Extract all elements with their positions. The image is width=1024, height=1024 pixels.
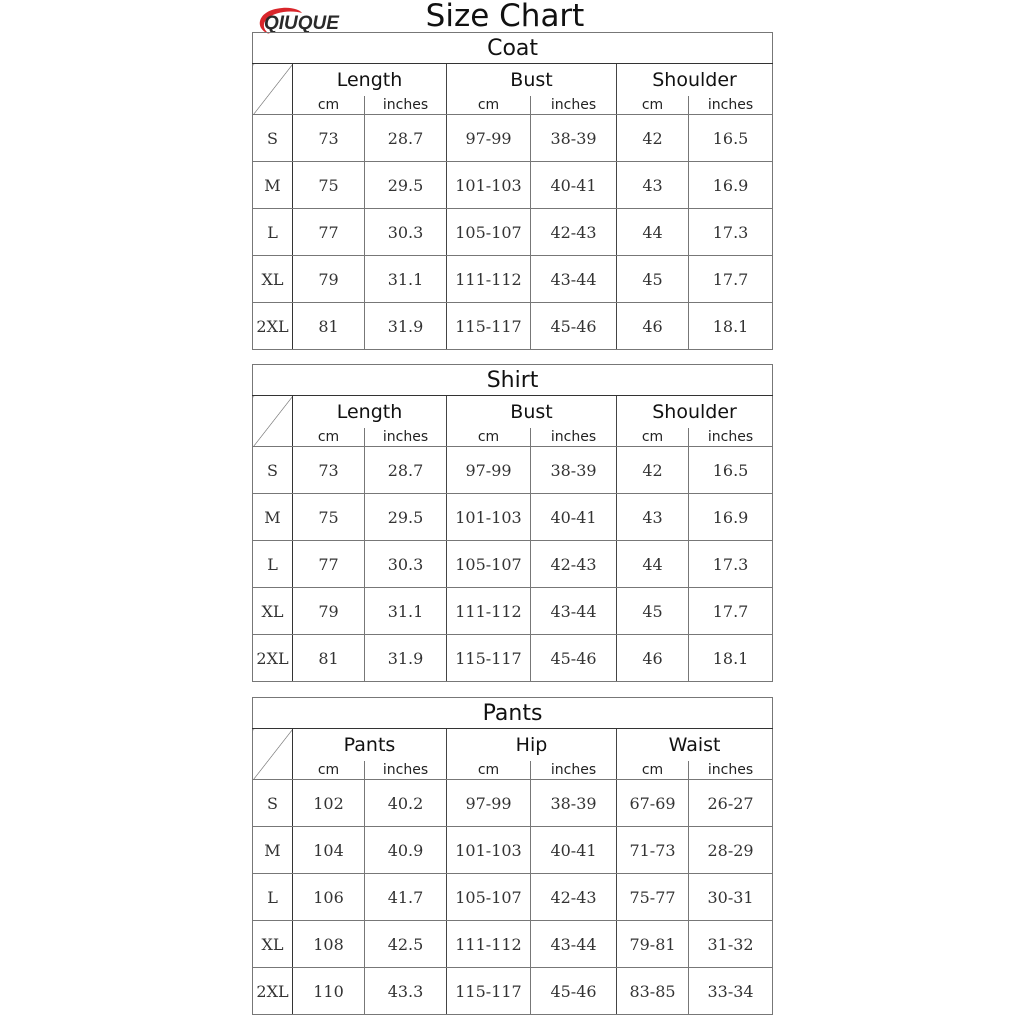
group-header: Bust	[447, 64, 617, 97]
table-cell: 45-46	[531, 303, 617, 350]
table-cell: 28.7	[365, 115, 447, 162]
unit-header: cm	[293, 96, 365, 115]
table-cell: 75	[293, 162, 365, 209]
table-cell: 17.7	[689, 588, 773, 635]
table-cell: 115-117	[447, 303, 531, 350]
unit-header: inches	[365, 761, 447, 780]
table-cell: 42.5	[365, 921, 447, 968]
group-header: Hip	[447, 729, 617, 762]
group-header: Length	[293, 396, 447, 429]
table-cell: 81	[293, 635, 365, 682]
table-cell: 67-69	[617, 780, 689, 827]
table-cell: 38-39	[531, 447, 617, 494]
table-row	[253, 541, 773, 588]
table-cell: 30.3	[365, 541, 447, 588]
diagonal-header-cell	[253, 396, 293, 447]
table-cell: 42	[617, 447, 689, 494]
unit-header: inches	[531, 761, 617, 780]
table-row	[253, 115, 773, 162]
table-row	[253, 968, 773, 1015]
table-cell: 18.1	[689, 635, 773, 682]
table-cell: 43	[617, 494, 689, 541]
table-cell: 17.3	[689, 541, 773, 588]
table-cell: 16.5	[689, 447, 773, 494]
table-cell: 46	[617, 635, 689, 682]
table-cell: 115-117	[447, 968, 531, 1015]
group-header: Bust	[447, 396, 617, 429]
table-cell: 26-27	[689, 780, 773, 827]
size-label: 2XL	[253, 968, 293, 1015]
table-cell: 16.9	[689, 494, 773, 541]
table-title: Coat	[253, 33, 773, 64]
table-cell: 101-103	[447, 827, 531, 874]
unit-header: cm	[447, 96, 531, 115]
table-row	[253, 162, 773, 209]
size-label: M	[253, 494, 293, 541]
table-cell: 40-41	[531, 494, 617, 541]
unit-header: cm	[617, 428, 689, 447]
table-cell: 31.9	[365, 303, 447, 350]
size-label: M	[253, 827, 293, 874]
table-cell: 44	[617, 541, 689, 588]
table-cell: 102	[293, 780, 365, 827]
unit-header: inches	[531, 96, 617, 115]
table-cell: 43-44	[531, 588, 617, 635]
table-cell: 97-99	[447, 780, 531, 827]
diagonal-header-cell	[253, 64, 293, 115]
table-cell: 40-41	[531, 162, 617, 209]
table-cell: 79-81	[617, 921, 689, 968]
table-row	[253, 780, 773, 827]
table-cell: 16.5	[689, 115, 773, 162]
size-label: XL	[253, 921, 293, 968]
brand-name: QIUQUE	[264, 13, 339, 34]
size-label: S	[253, 780, 293, 827]
unit-header: inches	[689, 428, 773, 447]
unit-header: inches	[365, 428, 447, 447]
table-row	[253, 635, 773, 682]
table-cell: 29.5	[365, 494, 447, 541]
unit-header: inches	[689, 96, 773, 115]
table-row	[253, 921, 773, 968]
table-cell: 29.5	[365, 162, 447, 209]
table-cell: 40-41	[531, 827, 617, 874]
table-cell: 46	[617, 303, 689, 350]
table-cell: 43-44	[531, 921, 617, 968]
unit-header: cm	[617, 761, 689, 780]
table-row	[253, 256, 773, 303]
unit-header: inches	[689, 761, 773, 780]
table-row	[253, 494, 773, 541]
table-cell: 41.7	[365, 874, 447, 921]
table-title: Pants	[253, 698, 773, 729]
table-row	[253, 209, 773, 256]
unit-header: cm	[447, 761, 531, 780]
table-cell: 43.3	[365, 968, 447, 1015]
table-cell: 40.9	[365, 827, 447, 874]
table-cell: 101-103	[447, 162, 531, 209]
table-cell: 73	[293, 115, 365, 162]
table-cell: 16.9	[689, 162, 773, 209]
diagonal-header-cell	[253, 729, 293, 780]
size-table-coat	[252, 32, 773, 350]
table-cell: 31.1	[365, 256, 447, 303]
table-cell: 43-44	[531, 256, 617, 303]
group-header: Shoulder	[617, 64, 773, 97]
size-label: L	[253, 874, 293, 921]
unit-header: cm	[293, 761, 365, 780]
table-cell: 97-99	[447, 115, 531, 162]
table-cell: 30-31	[689, 874, 773, 921]
table-cell: 108	[293, 921, 365, 968]
group-header: Shoulder	[617, 396, 773, 429]
table-cell: 81	[293, 303, 365, 350]
table-cell: 77	[293, 209, 365, 256]
table-cell: 97-99	[447, 447, 531, 494]
size-label: XL	[253, 256, 293, 303]
size-label: L	[253, 541, 293, 588]
table-cell: 17.3	[689, 209, 773, 256]
table-cell: 73	[293, 447, 365, 494]
group-header: Waist	[617, 729, 773, 762]
table-cell: 115-117	[447, 635, 531, 682]
table-cell: 45-46	[531, 635, 617, 682]
table-cell: 75-77	[617, 874, 689, 921]
table-cell: 28.7	[365, 447, 447, 494]
table-cell: 111-112	[447, 588, 531, 635]
unit-header: cm	[617, 96, 689, 115]
table-cell: 79	[293, 256, 365, 303]
table-cell: 33-34	[689, 968, 773, 1015]
size-label: L	[253, 209, 293, 256]
table-cell: 42-43	[531, 874, 617, 921]
table-row	[253, 827, 773, 874]
table-cell: 38-39	[531, 780, 617, 827]
table-row	[253, 874, 773, 921]
table-cell: 83-85	[617, 968, 689, 1015]
table-cell: 101-103	[447, 494, 531, 541]
table-cell: 77	[293, 541, 365, 588]
size-label: 2XL	[253, 635, 293, 682]
table-cell: 30.3	[365, 209, 447, 256]
unit-header: cm	[447, 428, 531, 447]
size-table-shirt	[252, 364, 773, 682]
table-cell: 111-112	[447, 256, 531, 303]
table-cell: 44	[617, 209, 689, 256]
table-cell: 79	[293, 588, 365, 635]
table-row	[253, 303, 773, 350]
table-cell: 105-107	[447, 209, 531, 256]
table-cell: 104	[293, 827, 365, 874]
table-cell: 28-29	[689, 827, 773, 874]
table-cell: 40.2	[365, 780, 447, 827]
table-cell: 106	[293, 874, 365, 921]
size-label: 2XL	[253, 303, 293, 350]
table-row	[253, 447, 773, 494]
unit-header: cm	[293, 428, 365, 447]
table-cell: 31.1	[365, 588, 447, 635]
group-header: Pants	[293, 729, 447, 762]
table-title: Shirt	[253, 365, 773, 396]
size-table-pants	[252, 697, 773, 1015]
size-label: S	[253, 115, 293, 162]
table-cell: 42-43	[531, 209, 617, 256]
table-cell: 18.1	[689, 303, 773, 350]
table-cell: 17.7	[689, 256, 773, 303]
table-cell: 75	[293, 494, 365, 541]
table-cell: 42	[617, 115, 689, 162]
table-cell: 111-112	[447, 921, 531, 968]
size-label: XL	[253, 588, 293, 635]
table-cell: 42-43	[531, 541, 617, 588]
table-cell: 105-107	[447, 874, 531, 921]
size-label: M	[253, 162, 293, 209]
table-cell: 45-46	[531, 968, 617, 1015]
group-header: Length	[293, 64, 447, 97]
table-cell: 45	[617, 588, 689, 635]
table-cell: 110	[293, 968, 365, 1015]
unit-header: inches	[531, 428, 617, 447]
page-title: Size Chart	[425, 0, 585, 34]
table-cell: 43	[617, 162, 689, 209]
table-cell: 31.9	[365, 635, 447, 682]
unit-header: inches	[365, 96, 447, 115]
table-cell: 71-73	[617, 827, 689, 874]
table-cell: 31-32	[689, 921, 773, 968]
table-row	[253, 588, 773, 635]
table-cell: 105-107	[447, 541, 531, 588]
table-cell: 38-39	[531, 115, 617, 162]
table-cell: 45	[617, 256, 689, 303]
size-label: S	[253, 447, 293, 494]
